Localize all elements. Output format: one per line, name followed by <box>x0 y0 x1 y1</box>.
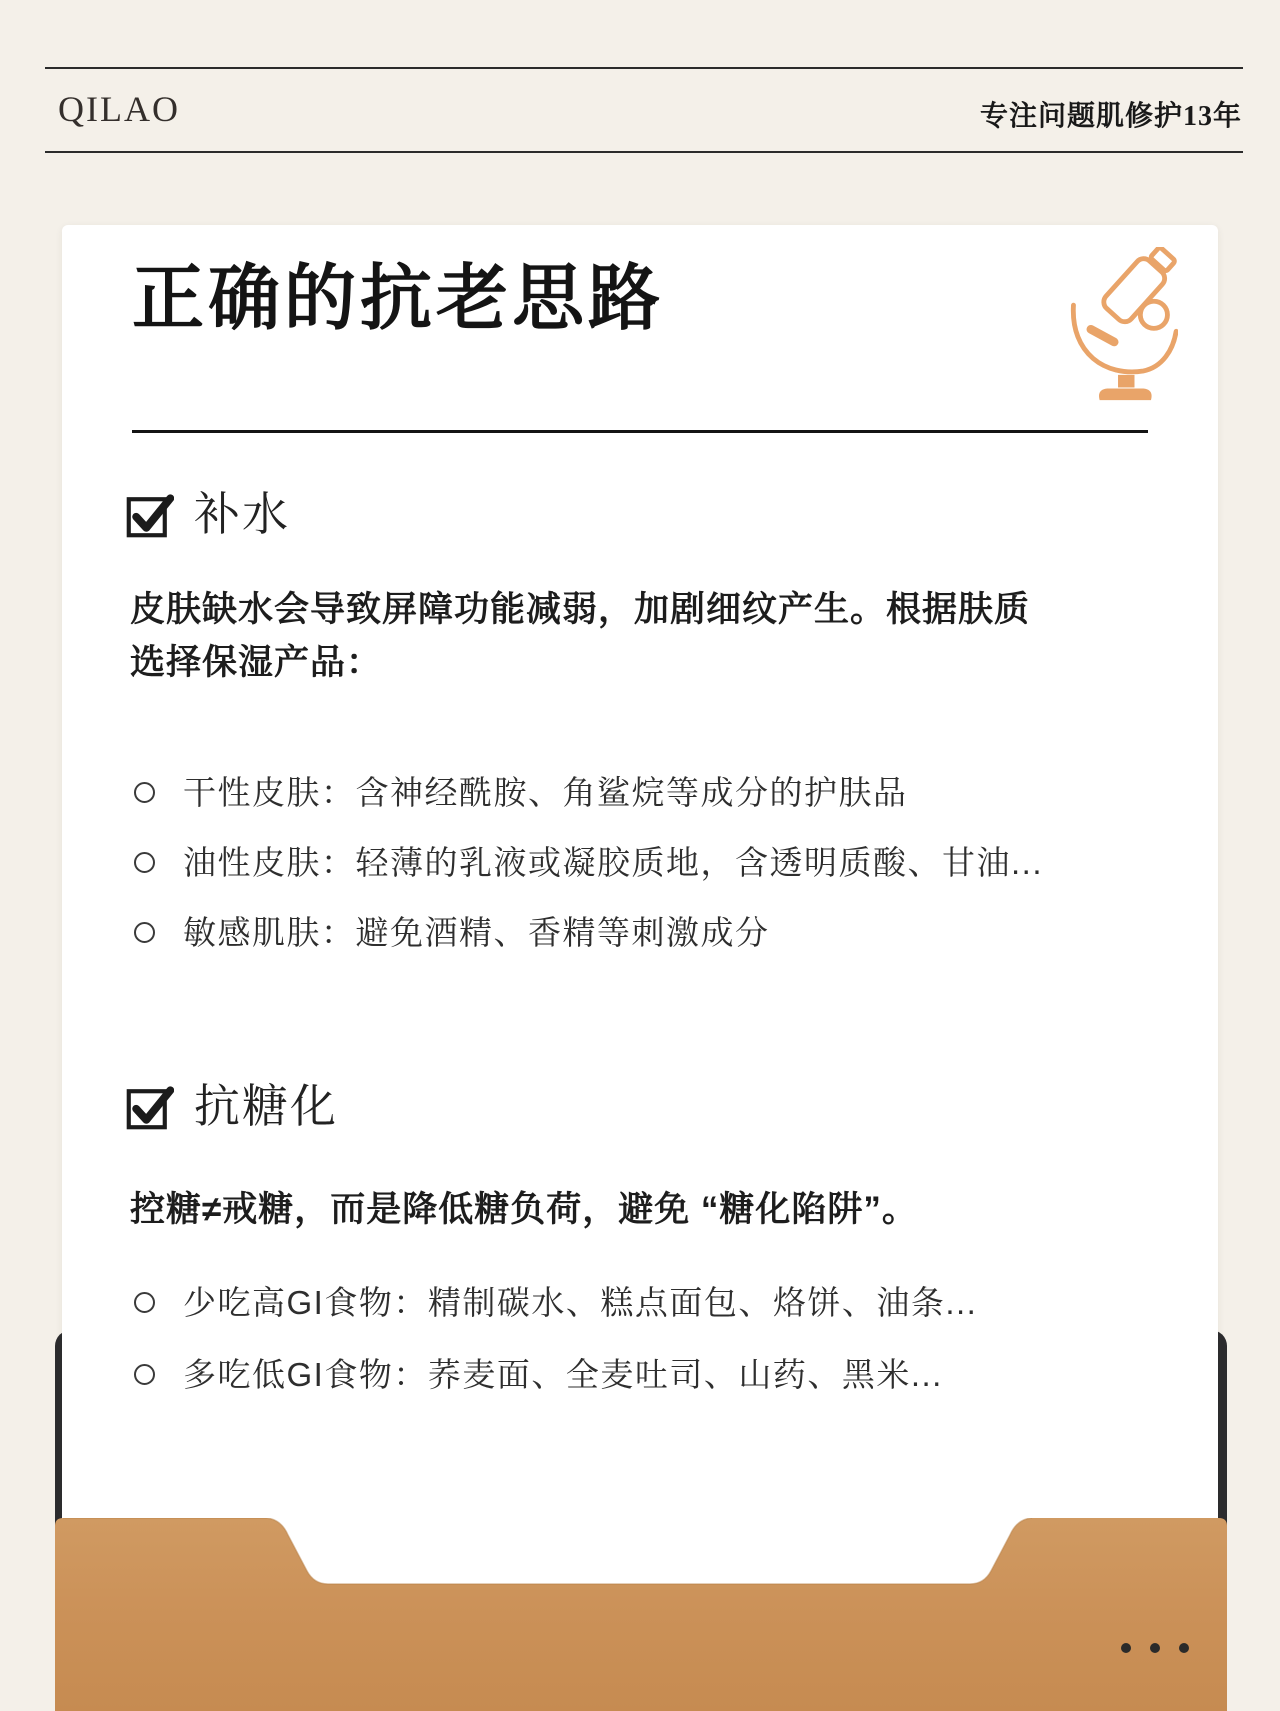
section-header-antiglycation <box>126 1081 338 1132</box>
section-header-hydration <box>126 489 290 540</box>
content-card <box>62 225 1218 1587</box>
kraft-paper-pocket <box>55 1518 1227 1711</box>
list-item: 干性皮肤：含神经酰胺、角鲨烷等成分的护肤品 <box>134 773 1043 813</box>
header-bottom-rule <box>45 151 1243 153</box>
bullet-ring-icon <box>134 922 155 943</box>
dot-icon <box>1150 1643 1160 1653</box>
hydration-bullet-list <box>134 773 1043 983</box>
microscope-icon <box>1060 247 1178 402</box>
brand-logo: QILAO <box>58 89 180 129</box>
dot-icon <box>1121 1643 1131 1653</box>
list-item: 多吃低GI食物：荞麦面、全麦吐司、山药、黑米... <box>134 1355 977 1395</box>
list-item: 油性皮肤：轻薄的乳液或凝胶质地，含透明质酸、甘油... <box>134 843 1043 883</box>
checked-checkbox-icon <box>126 490 174 538</box>
header-top-rule <box>45 67 1243 69</box>
dot-icon <box>1179 1643 1189 1653</box>
checked-checkbox-icon <box>126 1082 174 1130</box>
list-item: 少吃高GI食物：精制碳水、糕点面包、烙饼、油条... <box>134 1283 977 1323</box>
page-title: 正确的抗老思路 <box>132 259 665 339</box>
title-divider <box>132 430 1148 433</box>
bullet-ring-icon <box>134 1292 155 1313</box>
pagination-dots <box>1121 1643 1189 1653</box>
section-lead-text: 控糖≠戒糖，而是降低糖负荷，避免 “糖化陷阱”。 <box>130 1190 918 1229</box>
antiglycation-bullet-list <box>134 1283 977 1427</box>
bullet-ring-icon <box>134 852 155 873</box>
section-lead-text: 皮肤缺水会导致屏障功能减弱，加剧细纹产生。根据肤质选择保湿产品： <box>130 590 1031 682</box>
bullet-ring-icon <box>134 782 155 803</box>
section-title: 抗糖化 <box>194 1080 338 1132</box>
bullet-ring-icon <box>134 1364 155 1385</box>
section-title: 补水 <box>194 488 290 540</box>
brand-tagline: 专注问题肌修护13年 <box>979 101 1242 132</box>
list-item: 敏感肌肤：避免酒精、香精等刺激成分 <box>134 913 1043 953</box>
